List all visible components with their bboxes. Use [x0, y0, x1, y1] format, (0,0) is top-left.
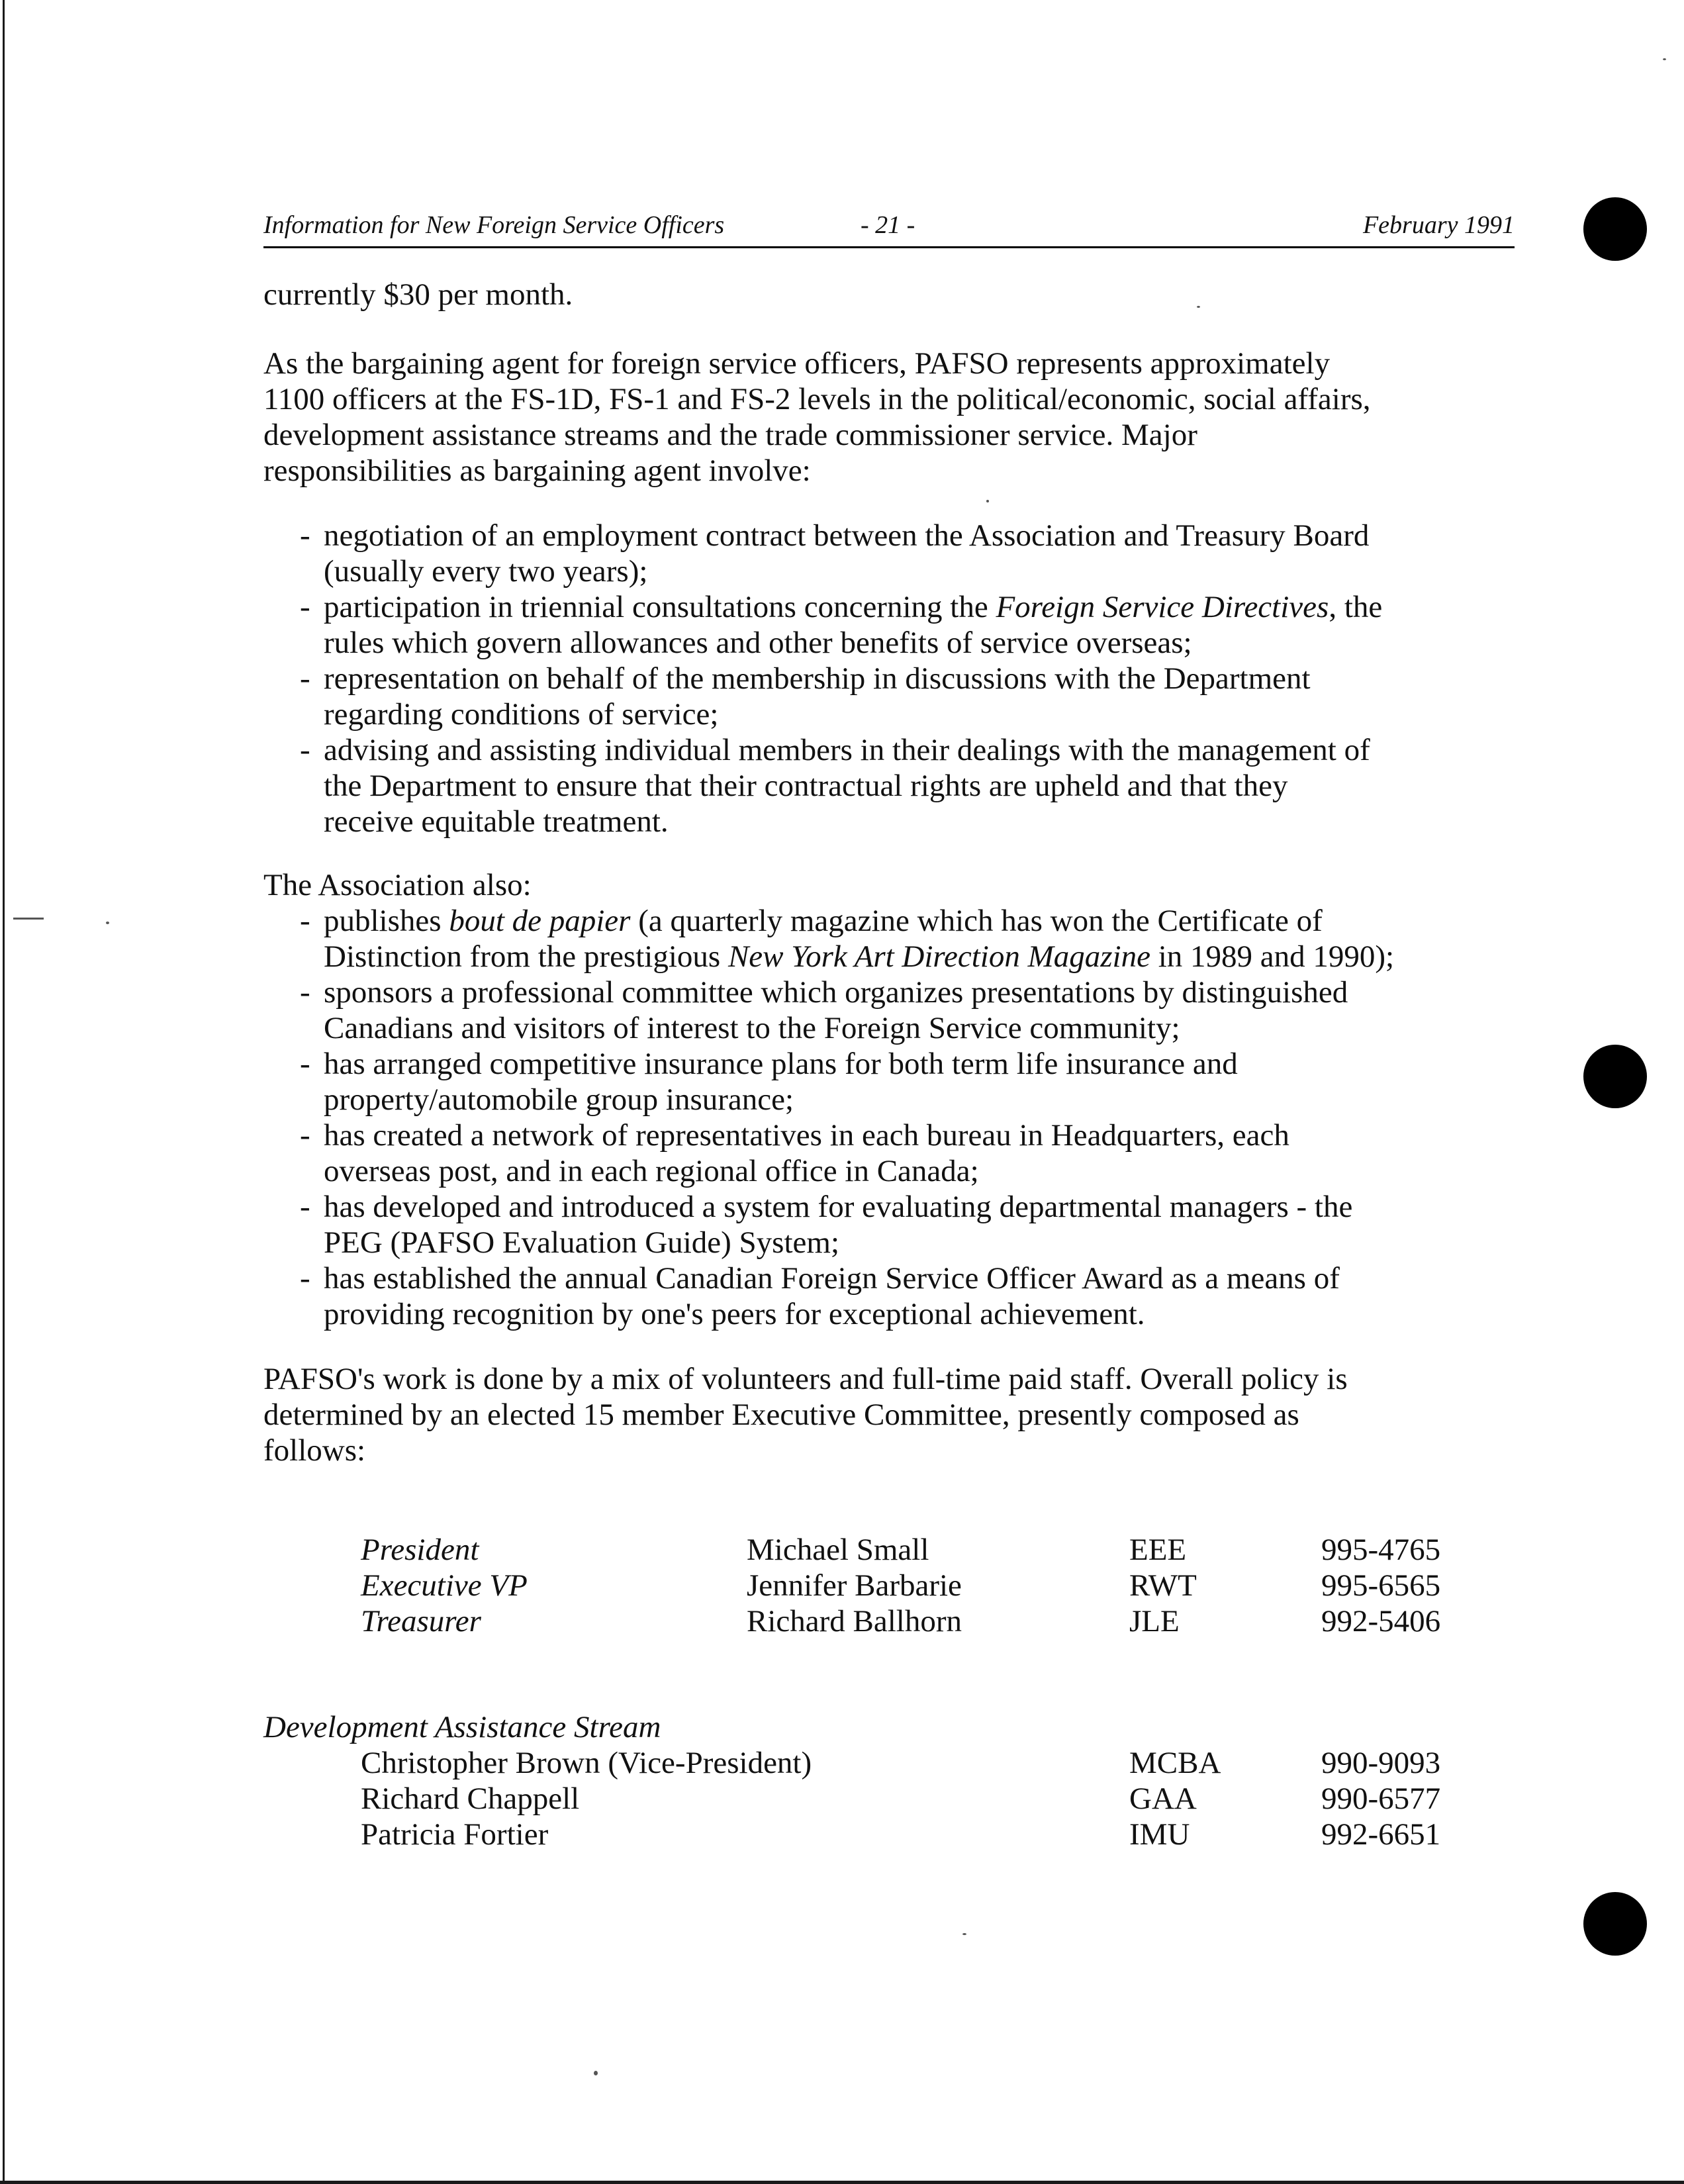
list-item — [300, 661, 1382, 732]
text-line — [324, 589, 1382, 625]
list-item — [300, 1260, 1394, 1332]
text-line: the Department to ensure that their contractual rights are upheld and that they — [324, 769, 1288, 803]
phone-number: 992-6651 — [1321, 1817, 1441, 1852]
role-title: President — [361, 1533, 479, 1567]
text-line: providing recognition by one's peers for exceptional achievement. — [324, 1297, 1145, 1331]
text-line: has established the annual Canadian Foreign Service Officer Award as a means of — [324, 1261, 1340, 1296]
office-code: JLE — [1129, 1604, 1180, 1638]
scan-speck — [1197, 306, 1200, 308]
member-name: Christopher Brown (Vice-President) — [361, 1746, 812, 1780]
text-line: has arranged competitive insurance plans for both term life insurance and — [324, 1047, 1238, 1081]
text-run: publishes — [324, 904, 449, 938]
roster-row — [0, 1603, 1522, 1639]
roster-row — [0, 1532, 1522, 1568]
association-intro: The Association also: — [263, 868, 532, 902]
executive-roster — [0, 1532, 1522, 1639]
page-bottom-edge — [0, 2181, 1684, 2184]
association-list — [300, 903, 1394, 1332]
phone-number: 990-9093 — [1321, 1746, 1441, 1780]
punch-hole-bottom — [1583, 1892, 1647, 1956]
text-line: representation on behalf of the membership in discussions with the Department — [324, 661, 1311, 696]
roster-row — [0, 1745, 1522, 1781]
text-line: property/automobile group insurance; — [324, 1082, 794, 1117]
list-dash: - — [300, 1190, 310, 1224]
text-line: rules which govern allowances and other benefits of service overseas; — [324, 626, 1192, 660]
italic-title: New York Art Direction Magazine — [727, 939, 1150, 974]
list-item — [300, 732, 1382, 839]
scan-speck — [594, 2071, 598, 2075]
text-line — [324, 939, 1394, 974]
scan-speck — [962, 1933, 966, 1935]
list-item — [300, 1117, 1394, 1189]
text-run: participation in triennial consultations concerning the — [324, 590, 996, 624]
text-line — [324, 903, 1394, 939]
header-title: Information for New Foreign Service Officers — [263, 211, 725, 239]
scan-speck — [13, 918, 44, 920]
roster-row — [0, 1817, 1522, 1852]
list-item — [300, 518, 1382, 589]
text-run: , the — [1329, 590, 1383, 624]
text-run: Distinction from the prestigious — [324, 939, 728, 974]
punch-hole-top — [1583, 197, 1647, 261]
text-line: regarding conditions of service; — [324, 697, 719, 732]
member-name: Richard Ballhorn — [747, 1604, 962, 1638]
scan-speck — [1663, 58, 1666, 60]
list-item — [300, 974, 1394, 1046]
running-header — [263, 211, 1515, 248]
list-dash: - — [300, 518, 310, 553]
text-line: negotiation of an employment contract between the Association and Treasury Board — [324, 518, 1370, 553]
intro-fragment: currently $30 per month. — [263, 277, 573, 312]
text-line: 1100 officers at the FS-1D, FS-1 and FS-2 levels in the political/economic, social affairs, — [263, 382, 1371, 416]
staffing-paragraph — [263, 1361, 1348, 1468]
text-line: follows: — [263, 1433, 366, 1468]
text-line: determined by an elected 15 member Executive Committee, presently composed as — [263, 1398, 1299, 1432]
text-line: development assistance streams and the trade commissioner service. Major — [263, 418, 1197, 452]
text-line: As the bargaining agent for foreign service officers, PAFSO represents approximately — [263, 346, 1331, 381]
list-dash: - — [300, 1118, 310, 1153]
list-item — [300, 903, 1394, 974]
text-line: sponsors a professional committee which organizes presentations by distinguished — [324, 975, 1348, 1010]
office-code: EEE — [1129, 1533, 1187, 1567]
list-item — [300, 1189, 1394, 1260]
text-line: has created a network of representatives in each bureau in Headquarters, each — [324, 1118, 1289, 1153]
scan-speck — [986, 500, 989, 502]
office-code: IMU — [1129, 1817, 1190, 1852]
phone-number: 992-5406 — [1321, 1604, 1441, 1638]
page-number: - 21 - — [861, 211, 915, 239]
text-line: PEG (PAFSO Evaluation Guide) System; — [324, 1225, 840, 1260]
member-name: Patricia Fortier — [361, 1817, 549, 1852]
list-dash: - — [300, 975, 310, 1010]
list-item — [300, 1046, 1394, 1117]
member-name: Jennifer Barbarie — [747, 1568, 962, 1603]
roster-row — [0, 1781, 1522, 1817]
role-title: Treasurer — [361, 1604, 481, 1638]
list-item — [300, 589, 1382, 661]
role-title: Executive VP — [361, 1568, 528, 1603]
office-code: RWT — [1129, 1568, 1197, 1603]
italic-title: bout de papier — [449, 904, 631, 938]
punch-hole-middle — [1583, 1045, 1647, 1108]
office-code: GAA — [1129, 1781, 1197, 1816]
scan-speck — [106, 922, 109, 924]
list-dash: - — [300, 661, 310, 696]
list-dash: - — [300, 1047, 310, 1081]
list-dash: - — [300, 904, 310, 938]
bargaining-list — [300, 518, 1382, 839]
list-dash: - — [300, 590, 310, 624]
page-left-edge — [3, 0, 5, 2184]
bargaining-paragraph — [263, 346, 1371, 489]
list-dash: - — [300, 733, 310, 767]
stream-heading: Development Assistance Stream — [263, 1710, 661, 1744]
header-date: February 1991 — [1362, 211, 1515, 239]
office-code: MCBA — [1129, 1746, 1221, 1780]
phone-number: 990-6577 — [1321, 1781, 1441, 1816]
text-line: receive equitable treatment. — [324, 804, 669, 839]
text-line: Canadians and visitors of interest to the Foreign Service community; — [324, 1011, 1180, 1045]
stream-roster — [0, 1745, 1522, 1852]
text-line: has developed and introduced a system for evaluating departmental managers - the — [324, 1190, 1353, 1224]
text-line: advising and assisting individual members in their dealings with the management of — [324, 733, 1370, 767]
roster-row — [0, 1568, 1522, 1603]
phone-number: 995-4765 — [1321, 1533, 1441, 1567]
text-run: in 1989 and 1990); — [1150, 939, 1395, 974]
italic-title: Foreign Service Directives — [996, 590, 1329, 624]
text-run: (a quarterly magazine which has won the Certificate of — [630, 904, 1323, 938]
member-name: Richard Chappell — [361, 1781, 580, 1816]
text-line: responsibilities as bargaining agent involve: — [263, 453, 811, 488]
text-line: (usually every two years); — [324, 554, 648, 589]
list-dash: - — [300, 1261, 310, 1296]
text-line: overseas post, and in each regional office in Canada; — [324, 1154, 979, 1188]
member-name: Michael Small — [747, 1533, 929, 1567]
phone-number: 995-6565 — [1321, 1568, 1441, 1603]
text-line: PAFSO's work is done by a mix of volunteers and full-time paid staff. Overall policy is — [263, 1362, 1348, 1396]
